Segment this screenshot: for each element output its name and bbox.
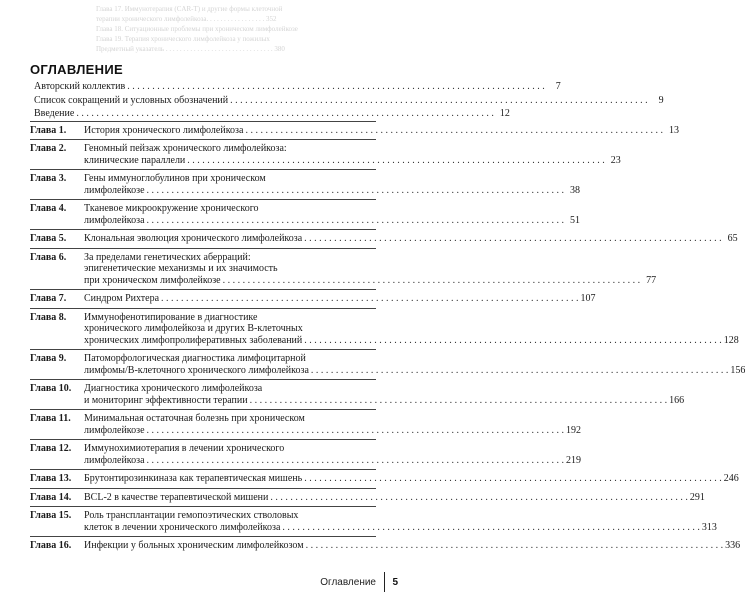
toc-entry bbox=[30, 94, 664, 108]
entry-page-number: 166 bbox=[669, 394, 685, 406]
ghost-line: Глава 18. Ситуационные проблемы при хроническом лимфолейкозе bbox=[96, 25, 298, 33]
toc-entry bbox=[30, 349, 745, 379]
dot-leader bbox=[245, 125, 663, 137]
page-number: 5 bbox=[392, 577, 398, 588]
entry-title-line: История хронического лимфолейкоза bbox=[84, 124, 244, 136]
toc-entry bbox=[30, 469, 739, 488]
dot-leader bbox=[306, 540, 724, 552]
entry-page-number: 219 bbox=[566, 454, 582, 466]
entry-title-line: Патоморфологическая диагностика лимфоцитарной bbox=[84, 353, 306, 364]
dot-leader bbox=[76, 108, 494, 120]
entry-title bbox=[84, 312, 739, 347]
dot-leader bbox=[304, 335, 722, 347]
toc-entry bbox=[30, 536, 741, 555]
chapter-label: Глава 16. bbox=[30, 540, 72, 551]
entry-title-line: лимфолейкозе bbox=[84, 424, 145, 436]
toc-entry bbox=[30, 308, 739, 350]
entry-title-line: Синдром Рихтера bbox=[84, 293, 160, 304]
ghost-line: терапии хронического лимфолейкоза. . . . . . . . . . . . . . . . . 352 bbox=[96, 15, 277, 23]
dot-leader bbox=[304, 473, 722, 485]
entry-page-number: 51 bbox=[570, 214, 581, 226]
entry-title-line: клинические параллели bbox=[84, 154, 186, 166]
ghost-line: Глава 19. Терапия хронического лимфолейкоза у пожилых bbox=[96, 35, 270, 43]
entry-title-line: и мониторинг эффективности терапии bbox=[84, 394, 248, 406]
entry-title bbox=[34, 95, 664, 107]
toc-entry bbox=[30, 488, 705, 507]
entry-title-line: лимфолейкоза bbox=[84, 454, 145, 466]
chapter-label: Глава 4. bbox=[30, 203, 67, 214]
table-of-contents bbox=[30, 80, 745, 555]
entry-page-number: 156 bbox=[730, 364, 745, 376]
chapter-label: Глава 15. bbox=[30, 510, 72, 521]
entry-title-line: Введение bbox=[34, 108, 75, 119]
dot-leader bbox=[282, 522, 700, 534]
dot-leader bbox=[270, 492, 688, 504]
entry-title bbox=[84, 510, 717, 533]
entry-title-line: Иммунохимиотерапия в лечении хронического bbox=[84, 443, 285, 454]
dot-leader bbox=[161, 293, 579, 305]
entry-page-number: 336 bbox=[725, 540, 741, 551]
dot-leader bbox=[187, 155, 605, 167]
ghost-line: Предметный указатель . . . . . . . . . . . . . . . . . . . . . . . . . . . . . . . 380 bbox=[96, 45, 285, 53]
entry-title-line: при хроническом лимфолейкозе bbox=[84, 274, 221, 286]
entry-title-line: эпигенетические механизмы и их значимость bbox=[84, 263, 278, 274]
toc-entry bbox=[30, 107, 510, 121]
entry-title-line: хронического лимфолейкоза и других В-клеточных bbox=[84, 323, 303, 334]
toc-entry bbox=[30, 506, 717, 536]
toc-entry bbox=[30, 439, 582, 469]
chapter-label: Глава 14. bbox=[30, 491, 72, 503]
entry-title-line: Иммунофенотипирование в диагностике bbox=[84, 311, 258, 323]
entry-page-number: 65 bbox=[727, 233, 738, 244]
dot-leader bbox=[223, 275, 641, 287]
entry-title bbox=[34, 81, 561, 93]
entry-title bbox=[84, 173, 580, 196]
entry-page-number: 313 bbox=[701, 521, 717, 533]
chapter-label: Глава 9. bbox=[30, 353, 67, 364]
entry-title-line: хронических лимфопролиферативных заболеваний bbox=[84, 334, 303, 346]
entry-title bbox=[84, 233, 738, 245]
toc-entry bbox=[30, 229, 738, 248]
entry-page-number: 107 bbox=[580, 293, 596, 304]
dot-leader bbox=[250, 395, 668, 407]
entry-title bbox=[84, 353, 745, 376]
page-title: ОГЛАВЛЕНИЕ bbox=[30, 62, 123, 77]
entry-title-line: лимфомы/В-клеточного хронического лимфолейкоза bbox=[84, 364, 309, 376]
entry-page-number: 291 bbox=[689, 491, 705, 503]
dot-leader bbox=[230, 95, 648, 107]
entry-title-line: За пределами генетических аберраций: bbox=[84, 251, 251, 263]
toc-entry bbox=[30, 139, 621, 169]
dot-leader bbox=[147, 215, 565, 227]
dot-leader bbox=[147, 185, 565, 197]
entry-page-number: 23 bbox=[610, 154, 621, 166]
entry-page-number: 38 bbox=[570, 184, 581, 196]
entry-title-line: Список сокращений и условных обозначений bbox=[34, 94, 229, 106]
entry-page-number: 13 bbox=[668, 124, 679, 136]
entry-page-number: 246 bbox=[723, 473, 739, 484]
entry-title-line: клеток в лечении хронического лимфолейкоза bbox=[84, 521, 281, 533]
dot-leader bbox=[304, 233, 722, 245]
entry-title-line: Тканевое микроокружение хронического bbox=[84, 203, 259, 214]
entry-page-number: 77 bbox=[646, 274, 657, 286]
entry-page-number: 7 bbox=[555, 81, 561, 92]
entry-title-line: Геномный пейзаж хронического лимфолейкоза: bbox=[84, 143, 287, 154]
entry-page-number: 192 bbox=[566, 424, 582, 436]
toc-entry bbox=[30, 289, 596, 308]
running-footer-label: Оглавление bbox=[320, 577, 376, 588]
chapter-label: Глава 5. bbox=[30, 233, 67, 244]
entry-title-line: лимфолейкоза bbox=[84, 214, 145, 226]
entry-title-line: Инфекции у больных хроническим лимфолейкозом bbox=[84, 540, 304, 551]
entry-title-line: Гены иммуноглобулинов при хроническом bbox=[84, 173, 266, 184]
chapter-label: Глава 11. bbox=[30, 413, 71, 424]
chapter-label: Глава 6. bbox=[30, 251, 67, 263]
entry-title-line: Брутонтирозинкиназа как терапевтическая мишень bbox=[84, 473, 303, 484]
toc-entry bbox=[30, 379, 685, 409]
entry-title bbox=[84, 492, 705, 504]
toc-entry bbox=[30, 199, 581, 229]
toc-entry bbox=[30, 248, 657, 290]
entry-title bbox=[84, 413, 581, 436]
toc-entry bbox=[30, 169, 581, 199]
entry-title bbox=[34, 108, 510, 120]
chapter-label: Глава 3. bbox=[30, 173, 67, 184]
entry-title bbox=[84, 252, 656, 287]
entry-title bbox=[84, 540, 740, 552]
entry-title bbox=[84, 293, 596, 305]
chapter-label: Глава 7. bbox=[30, 293, 67, 304]
entry-title-line: BCL-2 в качестве терапевтической мишени bbox=[84, 491, 269, 503]
entry-page-number: 9 bbox=[658, 94, 664, 106]
chapter-label: Глава 13. bbox=[30, 473, 72, 484]
toc-entry bbox=[30, 409, 582, 439]
footer-divider bbox=[384, 572, 385, 592]
entry-page-number: 128 bbox=[723, 334, 739, 346]
toc-entry bbox=[30, 121, 679, 140]
entry-title-line: лимфолейкозе bbox=[84, 184, 145, 196]
entry-title-line: Авторский коллектив bbox=[34, 81, 126, 92]
chapter-label: Глава 10. bbox=[30, 383, 72, 394]
entry-title bbox=[84, 203, 580, 226]
bleed-through-text bbox=[96, 4, 396, 54]
entry-page-number: 12 bbox=[499, 108, 510, 119]
toc-entry bbox=[30, 80, 561, 94]
ghost-line: Глава 17. Иммунотерапия (CAR-T) и другие формы клеточной bbox=[96, 5, 283, 13]
entry-title-line: Клональная эволюция хронического лимфолейкоза bbox=[84, 233, 303, 244]
entry-title bbox=[84, 443, 581, 466]
dot-leader bbox=[127, 81, 545, 93]
entry-title-line: Роль трансплантации гемопоэтических стволовых bbox=[84, 510, 299, 521]
entry-title-line: Минимальная остаточная болезнь при хроническом bbox=[84, 413, 305, 424]
entry-title bbox=[84, 473, 739, 485]
chapter-label: Глава 8. bbox=[30, 311, 67, 323]
entry-title-line: Диагностика хронического лимфолейкоза bbox=[84, 383, 263, 394]
chapter-label: Глава 12. bbox=[30, 443, 72, 454]
entry-title bbox=[84, 383, 684, 406]
dot-leader bbox=[147, 425, 565, 437]
chapter-label: Глава 2. bbox=[30, 143, 67, 154]
dot-leader bbox=[147, 455, 565, 467]
chapter-label: Глава 1. bbox=[30, 124, 67, 136]
entry-title bbox=[84, 143, 621, 166]
dot-leader bbox=[311, 365, 729, 377]
entry-title bbox=[84, 125, 679, 137]
